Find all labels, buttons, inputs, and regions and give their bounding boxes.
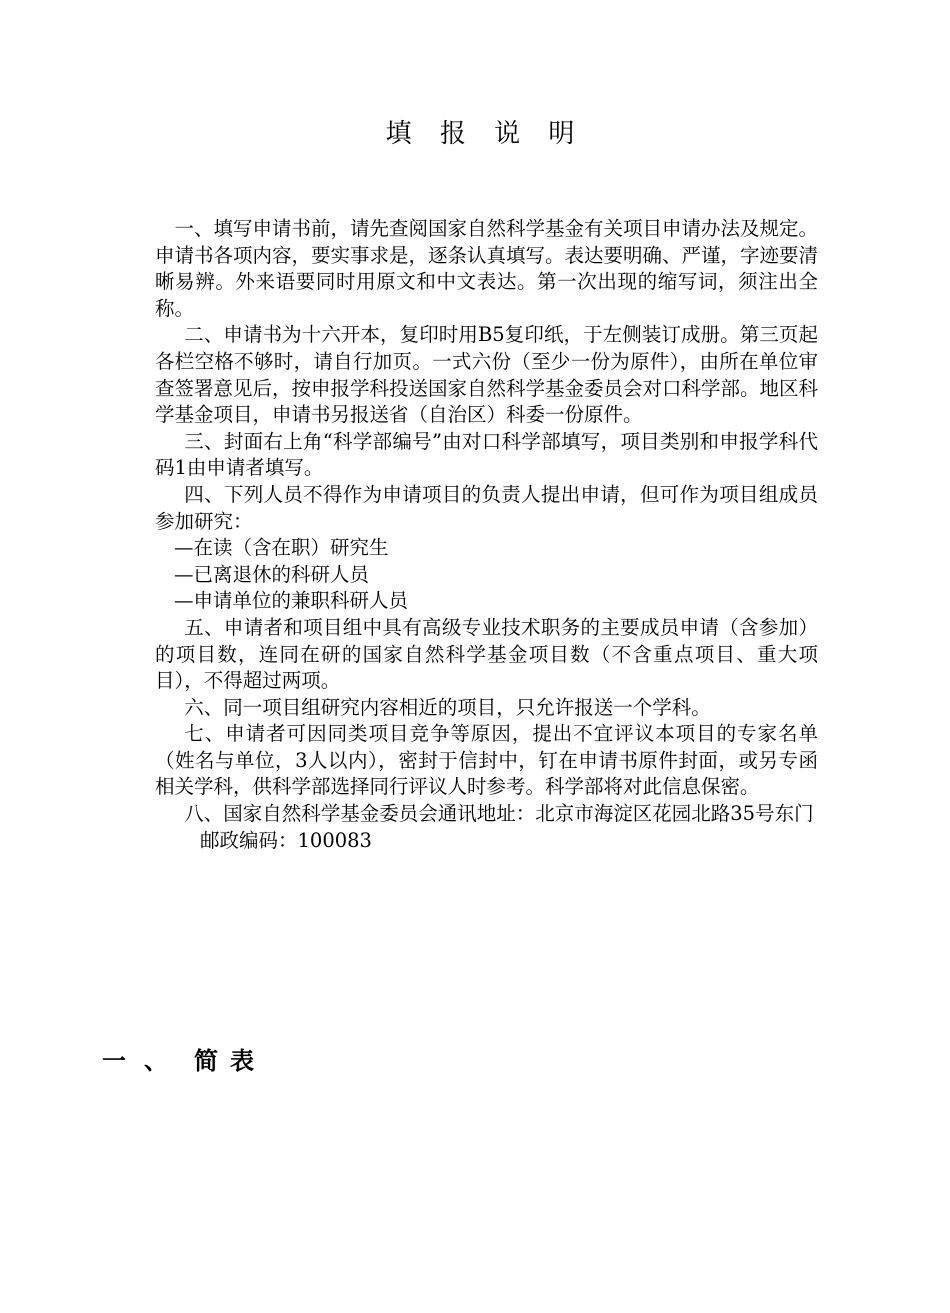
instruction-item-5: 五、申请者和项目组中具有高级专业技术职务的主要成员申请（含参加）的项目数，连同在研的国家自然科学基金项目数（不含重点项目、重大项目），不得超过两项。 xyxy=(155,615,818,693)
excluded-person-retired: —已离退休的科研人员 xyxy=(174,562,370,586)
instruction-item-8: 八、国家自然科学基金委员会通讯地址：北京市海淀区花园北路35号东门 xyxy=(184,802,814,826)
page-title: 填 报 说 明 xyxy=(385,119,585,149)
section-number: 一 xyxy=(102,1046,138,1075)
instruction-item-2: 二、申请书为十六开本，复印时用B5复印纸，于左侧装订成册。第三页起各栏空格不够时，请自行加页。一式六份（至少一份为原件），由所在单位审查签署意见后，按申报学科投送国家自然科学基金委员会对口科学部。地区科学基金项目，申请书另报送省（自治区）科委一份原件。 xyxy=(155,323,819,427)
instructions-body xyxy=(155,216,818,854)
instruction-item-3: 三、封面右上角“科学部编号”由对口科学部填写，项目类别和申报学科代码1由申请者填写。 xyxy=(155,429,818,480)
section-heading xyxy=(102,1044,266,1078)
excluded-person-graduate: —在读（含在职）研究生 xyxy=(174,536,389,560)
section-title: 简表 xyxy=(194,1046,266,1075)
instruction-item-7: 七、申请者可因同类项目竞争等原因，提出不宜评议本项目的专家名单（姓名与单位，3人以内），密封于信封中，钉在申请书原件封面，或另专函相关学科，供科学部选择同行评议人时参考。科学部将对此信息保密。 xyxy=(155,722,818,799)
instruction-item-6: 六、同一项目组研究内容相近的项目，只允许报送一个学科。 xyxy=(184,695,711,719)
instruction-item-1: 一、填写申请书前，请先查阅国家自然科学基金有关项目申请办法及规定。申请书各项内容，要实事求是，逐条认真填写。表达要明确、严谨，字迹要清晰易辨。外来语要同时用原文和中文表达。第一次出现的缩写词，须注出全称。 xyxy=(155,217,819,320)
section-separator: 、 xyxy=(144,1046,168,1075)
postcode: 邮政编码：100083 xyxy=(200,828,372,852)
excluded-person-parttime: —申请单位的兼职科研人员 xyxy=(174,589,409,613)
instruction-item-4: 四、下列人员不得作为申请项目的负责人提出申请，但可作为项目组成员参加研究： xyxy=(155,482,818,533)
